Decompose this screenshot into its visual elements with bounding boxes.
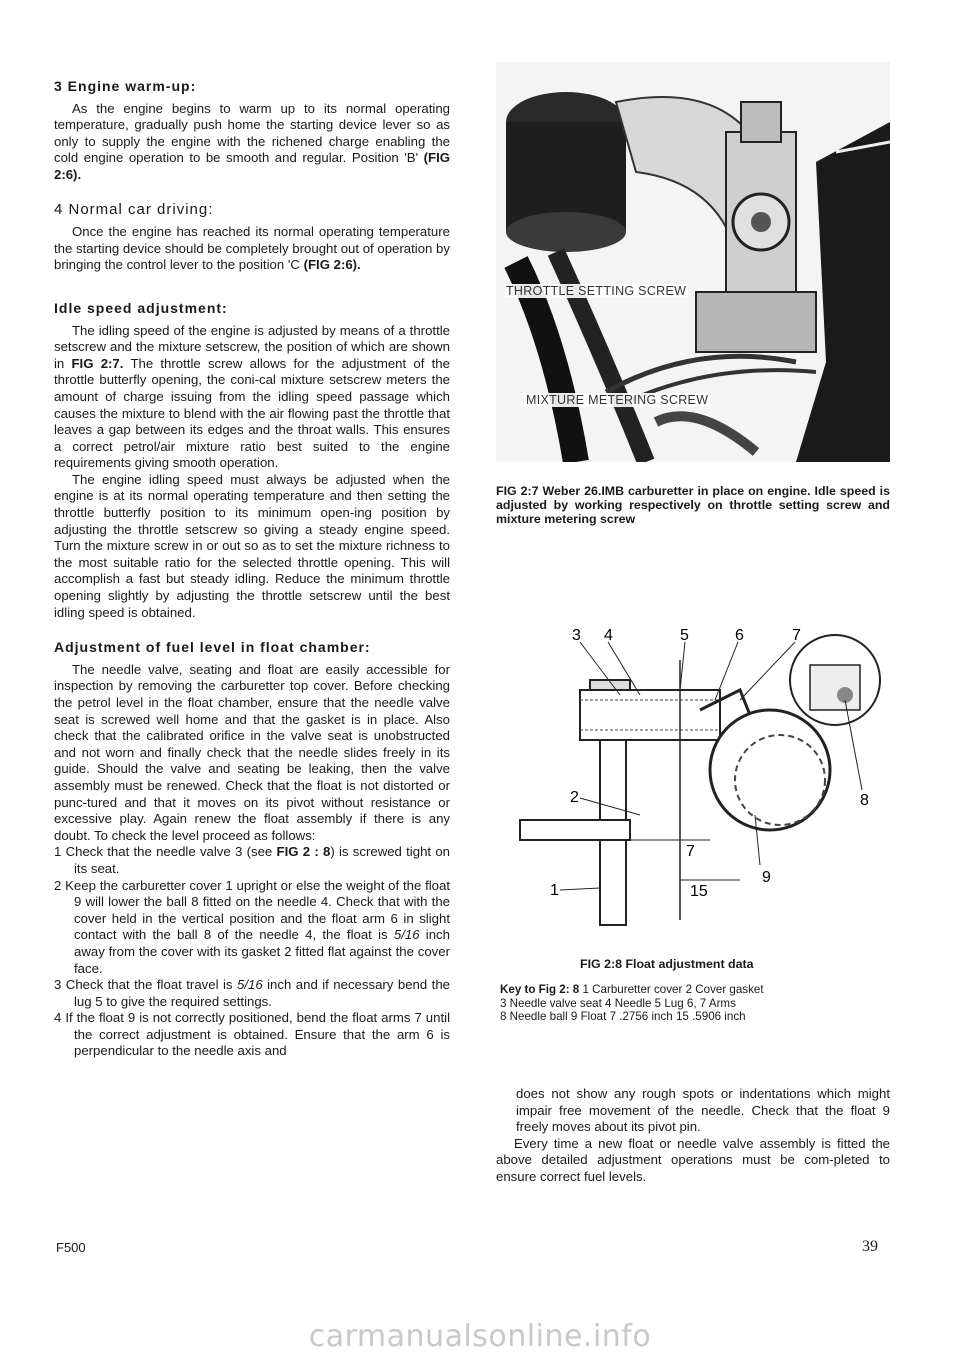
caption-fig-2-7: FIG 2:7 Weber 26.IMB carburetter in place on engine. Idle speed is adjusted by working respectively on throttle setting screw and mixture metering screw	[496, 484, 890, 526]
key-line-2: 3 Needle valve seat 4 Needle 5 Lug 6, 7 Arms	[500, 996, 736, 1010]
para-idle-1: The idling speed of the engine is adjusted by means of a throttle setscrew and the mixture setscrew, the position of which are shown in FIG 2:7. The throttle screw allows for the adjustment of the throttle butterfly opening, the coni-cal mixture setscrew meters the amount of charge issuing from the idling speed passage which causes the mixture to blend with the air flowing past the throttle that leaves a gap between its edges and the throat walls. This ensures a correct petrol/air mixture ratio best suited to the engine requirements giving smooth operation.	[54, 322, 450, 471]
callout-2: 2	[570, 789, 579, 806]
list-item: 2 Keep the carburetter cover 1 upright or else the weight of the float 9 will lower the ball 8 fitted on the needle 4. Check that with the cover held in the vertical position and the float arm 6 in slight contact with the ball 8 of the needle 4, the float is 5/16 inch away from the cover with its gasket 2 fitted flat against the cover face.	[54, 877, 450, 976]
section-idle	[54, 300, 450, 621]
callout-9: 9	[762, 869, 771, 886]
heading-warmup: 3 Engine warm-up:	[54, 78, 197, 94]
key-line-1: 1 Carburetter cover 2 Cover gasket	[582, 983, 764, 996]
callout-8: 8	[860, 792, 869, 809]
float-adjustment-diagram	[500, 620, 890, 940]
fuel-steps-list	[54, 844, 450, 1060]
callout-1: 1	[550, 882, 559, 899]
footer-code: F500	[56, 1240, 86, 1255]
para-idle-2: The engine idling speed must always be adjusted when the engine is at its normal operating temperature and then setting the throttle butterfly position to its minimum open-ing position by adjusting the throttle setscrew so giving a steady engine speed. Turn the mixture screw in or out so as to set the mixture richness to the most suitable ratio for the selected throttle opening. This will accomplish a fast but steady idling. Reduce the minimum throttle opening slightly by adjusting the throttle setscrew until the best idling speed is obtained.	[54, 471, 450, 620]
key-fig-2-8	[500, 983, 894, 1024]
callout-7: 7	[792, 627, 801, 644]
dim-15-label: 15	[690, 883, 708, 900]
list-item: 1 Check that the needle valve 3 (see FIG 2 : 8) is screwed tight on its seat.	[54, 844, 450, 876]
caption-fig-2-8: FIG 2:8 Float adjustment data	[580, 957, 754, 971]
heading-normal: 4 Normal car driving:	[54, 200, 214, 218]
figure-2-8	[500, 620, 890, 940]
callout-5: 5	[680, 627, 689, 644]
label-mixture-metering-screw: MIXTURE METERING SCREW	[526, 393, 709, 407]
label-throttle-setting-screw: THROTTLE SETTING SCREW	[506, 284, 687, 298]
left-column	[54, 78, 450, 1078]
callout-6: 6	[735, 627, 744, 644]
section-fuel	[54, 639, 450, 1060]
list-item: 4 If the float 9 is not correctly positioned, bend the float arms 7 until the correct adjustment is obtained. Ensure that the arm 6 is perpendicular to the needle axis and	[54, 1010, 450, 1059]
para-fuel-cont-2: Every time a new float or needle valve assembly is fitted the above detailed adjustment operations must be com-pleted to ensure correct fuel levels.	[496, 1135, 890, 1184]
right-column-continuation	[496, 1086, 890, 1186]
section-normal	[54, 202, 450, 274]
heading-fuel: Adjustment of fuel level in float chamber:	[54, 639, 371, 656]
callout-4: 4	[604, 627, 613, 644]
key-title: Key to Fig 2: 8	[500, 983, 580, 996]
para-normal: Once the engine has reached its normal operating temperature the starting device should be completely brought out of operation by bringing the control lever to the position 'C (FIG 2:6).	[54, 224, 450, 273]
page-number: 39	[862, 1238, 878, 1255]
key-line-3: 8 Needle ball 9 Float 7 .2756 inch 15 .5906 inch	[500, 1010, 746, 1023]
para-warmup: As the engine begins to warm up to its normal operating temperature, gradually push home the starting device lever so as only to supply the engine with the richened charge enabling the cold engine operation to be smooth and regular. Position 'B' (FIG 2:6).	[54, 100, 450, 182]
list-item: 3 Check that the float travel is 5/16 inch and if necessary bend the lug 5 to give the required settings.	[54, 977, 450, 1009]
para-fuel-1: The needle valve, seating and float are easily accessible for inspection by removing the carburetter top cover. Before checking the petrol level in the float chamber, ensure that the needle valve seat is screwed well home and that the gasket is in place. Also check that the calibrated orifice in the valve seat is unobstructed and not worn and finally check that the needle slides freely in its guide. Should the valve and seating be leaking, then the valve assembly must be renewed. Check that the float is not distorted or punc-tured and that it moves on its pivot without resistance or excessive play. Again renew the float assembly if there is any doubt. To check the level proceed as follows:	[54, 661, 450, 843]
figure-2-7	[496, 62, 890, 462]
section-warmup	[54, 78, 450, 184]
para-fuel-cont-1: does not show any rough spots or indentations which might impair free movement of the needle. Check that the float 9 freely moves about its pivot pin.	[516, 1086, 890, 1135]
watermark: carmanualsonline.info	[308, 1319, 652, 1354]
heading-idle: Idle speed adjustment:	[54, 299, 228, 316]
callout-3: 3	[572, 627, 581, 644]
dim-7-label: 7	[686, 843, 695, 860]
